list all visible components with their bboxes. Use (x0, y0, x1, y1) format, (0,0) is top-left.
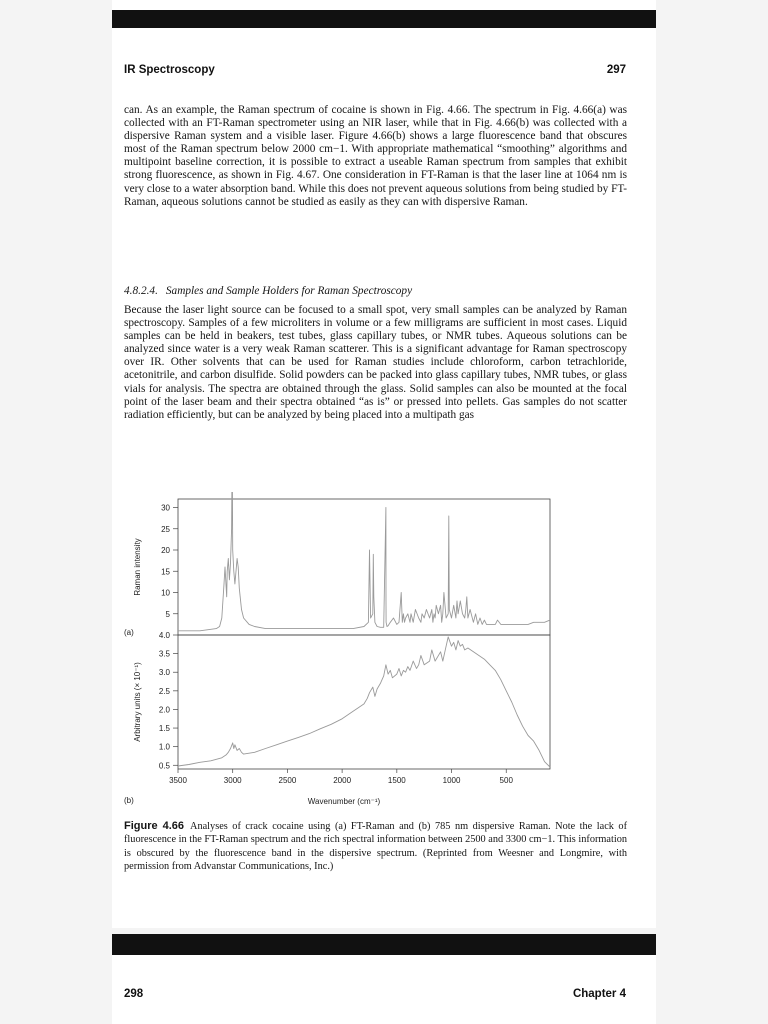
x-tick-label: 3500 (169, 776, 187, 785)
y-tick-label: 1.5 (158, 724, 170, 734)
y-tick-label: 3.5 (158, 649, 170, 659)
y-tick-label: 4.0 (158, 631, 170, 640)
x-tick-label: 1500 (387, 776, 406, 785)
page-top-bar (112, 10, 656, 28)
section-number: 4.8.2.4. (124, 285, 158, 297)
y-tick-label: 10 (161, 588, 170, 598)
y-tick-label: 5 (165, 609, 170, 619)
y-tick-label: 0.5 (158, 761, 170, 771)
x-tick-label: 500 (499, 776, 513, 785)
panel-a (124, 492, 550, 637)
body-paragraph-2: Because the laser light source can be focused to a small spot, very small samples can be analyzed by Raman spectroscopy. Samples of a few microliters in volume or a few milligrams are sufficient in most cases. Liquid samples can be held in beakers, test tubes, glass capillary tubes, or NMR tubes. Aqueous solutions can be analyzed since water is a very weak Raman scatterer. This is a significant advantage for Raman spectroscopy over IR. Other solvents that can be used for Raman studies include chloroform, carbon tetrachloride, acetonitrile, and carbon disulfide. Solid powders can be packed into glass capillary tubes, NMR tubes, or glass vials for analysis. The spectra are obtained through the glass. Solid samples can also be mounted at the focal point of the laser beam and their spectra obtained “as is” or pressed into pellets. Gas samples do not scatter radiation efficiently, but can be analyzed by being placed into a multipath gas (124, 304, 627, 421)
page-divider-bar (112, 934, 656, 955)
y-axis-label: Arbitrary units (× 10⁻¹) (133, 662, 142, 742)
y-tick-label: 1.0 (158, 742, 170, 752)
section-title: Samples and Sample Holders for Raman Spectroscopy (165, 285, 413, 297)
page-number: 297 (606, 64, 626, 76)
y-tick-label: 30 (161, 503, 170, 513)
x-tick-label: 2000 (333, 776, 352, 785)
x-axis (169, 769, 513, 806)
figure-caption-text: Analyses of crack cocaine using (a) FT-Raman and (b) 785 nm dispersive Raman. Note the lack of fluorescence in the FT-Raman spectrum and the rich spectral information between 2500 and 3300 cm−1. This information is obscured by the fluorescence band in the dispersive spectrum. (Reprinted from Weesner and Longmire, with permission from Advanstar Communications, Inc.) (124, 821, 628, 872)
x-axis-label: Wavenumber (cm⁻¹) (307, 797, 381, 806)
x-tick-label: 1000 (442, 776, 461, 785)
bottom-running-title: Chapter 4 (572, 988, 626, 1000)
y-tick-label: 15 (161, 567, 170, 577)
section-heading (124, 285, 412, 297)
x-tick-label: 3000 (223, 776, 242, 785)
body-paragraph-1: can. As an example, the Raman spectrum of cocaine is shown in Fig. 4.66. The spectrum in Fig. 4.66(a) was collected with an FT-Raman spectrometer using an NIR laser, while that in Fig. 4.66(b) was collected with a dispersive Raman system and a visible laser. Figure 4.66(b) shows a large fluorescence band that obscures most of the Raman spectrum below 2000 cm−1. With appropriate mathematical “smoothing” algorithms and multipoint baseline correction, it is possible to extract a useable Raman spectrum from samples that exhibit strong fluorescence, as shown in Fig. 4.67. One consideration in FT-Raman is that the laser line at 1064 nm is very close to a water absorption band. While this does not prevent aqueous solutions from being studied by FT-Raman, aqueous solutions cannot be studied as easily as they can with dispersive Raman. (124, 104, 627, 208)
panel-label: (a) (124, 628, 134, 637)
y-axis-label: Raman intensity (133, 538, 142, 596)
y-tick-label: 3.0 (158, 668, 170, 678)
series-line-a (178, 492, 550, 631)
y-tick-label: 2.0 (158, 705, 170, 715)
figure-caption (124, 820, 627, 873)
series-line-b (178, 637, 550, 767)
x-tick-label: 2500 (278, 776, 297, 785)
y-tick-label: 20 (161, 546, 170, 555)
figure-4-66 (112, 492, 656, 812)
bottom-page-number: 298 (124, 988, 144, 1000)
panel-label: (b) (124, 796, 134, 805)
y-tick-label: 2.5 (158, 686, 170, 696)
running-title: IR Spectroscopy (124, 64, 215, 76)
y-tick-label: 25 (161, 524, 170, 534)
figure-label: Figure 4.66 (124, 820, 185, 832)
